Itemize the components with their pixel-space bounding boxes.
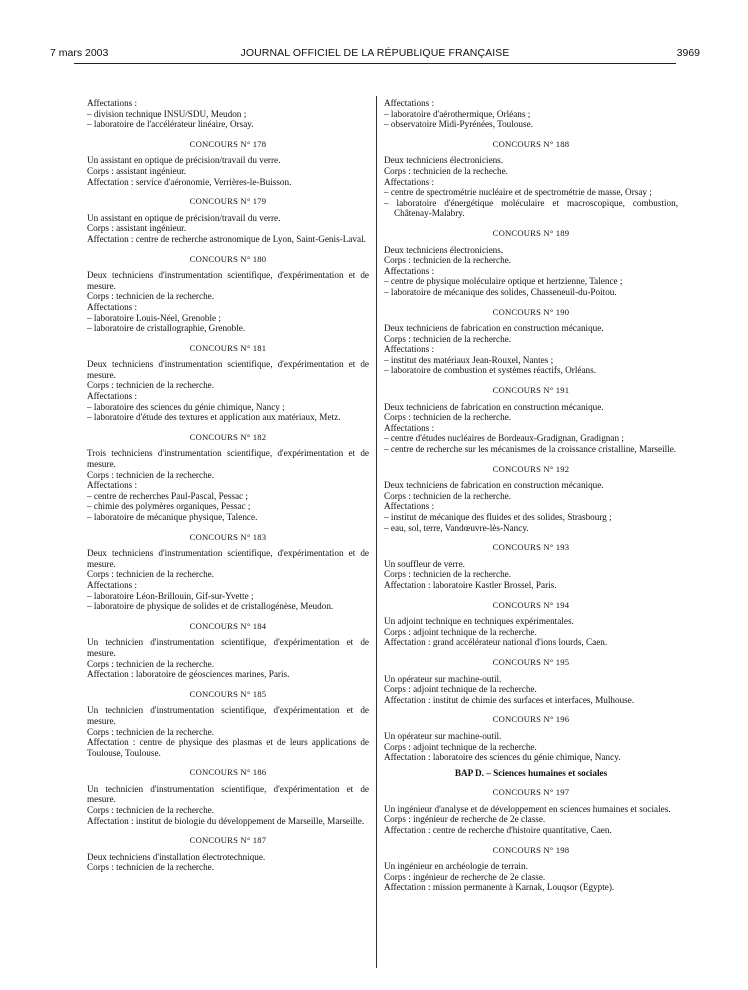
header-title: JOURNAL OFFICIEL DE LA RÉPUBLIQUE FRANÇAISE <box>240 47 510 59</box>
text-line: Affectations : <box>87 98 138 108</box>
text-line: Affectations : <box>87 391 138 402</box>
text-line: Un assistant en optique de précision/travail du verre. <box>87 155 281 166</box>
concours-block <box>384 307 678 377</box>
concours-heading: CONCOURS N° 181 <box>189 342 267 353</box>
concours-heading: CONCOURS N° 197 <box>492 787 570 798</box>
text-line: Deux techniciens d'instrumentation scientifique, d'expérimentation et de mesure. <box>87 548 369 569</box>
concours-heading: CONCOURS N° 178 <box>189 138 267 149</box>
text-line: Corps : technicien de la recherche. <box>384 412 512 423</box>
assignment-item: – laboratoire de mécanique physique, Talence. <box>87 512 258 522</box>
text-line: Affectation : institut de biologie du développement de Marseille, Marseille. <box>87 815 365 826</box>
concours-heading: CONCOURS N° 187 <box>189 835 267 846</box>
header-rule <box>74 63 676 64</box>
concours-heading: CONCOURS N° 193 <box>492 542 570 553</box>
assignment-item: – institut de mécanique des fluides et des solides, Strasbourg ; <box>384 512 612 522</box>
concours-block <box>87 254 369 334</box>
assignment-item: – centre de recherches Paul-Pascal, Pessac ; <box>87 490 248 501</box>
left-column <box>87 98 369 873</box>
text-line: Corps : technicien de la recherche. <box>87 658 215 669</box>
text-line: Un opérateur sur machine-outil. <box>384 730 502 741</box>
text-line: Affectation : laboratoire des sciences du génie chimique, Nancy. <box>384 752 621 763</box>
concours-block <box>87 835 369 873</box>
concours-block <box>384 385 678 455</box>
concours-block <box>384 600 678 648</box>
assignment-item: – laboratoire d'énergétique moléculaire et macroscopique, combustion, Châtenay-Malabry. <box>384 197 678 219</box>
text-line: Affectations : <box>384 501 435 512</box>
text-line: Un assistant en optique de précision/travail du verre. <box>87 212 281 223</box>
assignment-item: – laboratoire de l'accélérateur linéaire, Orsay. <box>87 119 254 130</box>
concours-heading: CONCOURS N° 184 <box>189 620 267 631</box>
concours-heading: CONCOURS N° 183 <box>189 531 267 542</box>
header-page-number: 3969 <box>676 47 700 59</box>
text-line: Un opérateur sur machine-outil. <box>384 673 502 684</box>
concours-heading: CONCOURS N° 196 <box>492 714 570 725</box>
text-line: Corps : assistant ingénieur. <box>87 223 187 234</box>
text-line: Deux techniciens électroniciens. <box>384 155 504 166</box>
text-line: Deux techniciens de fabrication en construction mécanique. <box>384 401 604 412</box>
text-line: Affectations : <box>384 176 435 187</box>
concours-block <box>87 196 369 244</box>
text-line: Affectation : laboratoire de géosciences marines, Paris. <box>87 669 290 680</box>
assignment-item: – observatoire Midi-Pyrénées, Toulouse. <box>384 119 533 130</box>
text-line: Affectation : grand accélérateur national d'ions lourds, Caen. <box>384 637 608 648</box>
concours-heading: CONCOURS N° 182 <box>189 431 267 442</box>
concours-block <box>384 139 678 219</box>
text-line: Corps : technicien de la recherche. <box>87 469 215 480</box>
assignment-item: – laboratoire de combustion et systèmes réactifs, Orléans. <box>384 365 597 376</box>
section-heading: BAP D. – Sciences humaines et sociales <box>454 767 608 778</box>
text-line: Corps : adjoint technique de la recherche. <box>384 626 537 637</box>
text-line: Affectation : centre de physique des plasmas et de leurs applications de Toulouse, Toulouse. <box>87 737 369 758</box>
assignment-item: – laboratoire de mécanique des solides, Chasseneuil-du-Poitou. <box>384 286 617 297</box>
concours-block <box>87 432 369 523</box>
text-line: Un technicien d'instrumentation scientifique, d'expérimentation et de mesure. <box>87 705 369 726</box>
text-line: Corps : technicien de la recherche. <box>87 862 215 873</box>
text-line: Un technicien d'instrumentation scientifique, d'expérimentation et de mesure. <box>87 783 369 805</box>
text-line: Corps : adjoint technique de la recherche. <box>384 684 537 695</box>
assignment-item: – division technique INSU/SDU, Meudon ; <box>87 108 247 119</box>
text-line: Corps : technicien de la recherche. <box>384 490 512 501</box>
concours-heading: CONCOURS N° 198 <box>492 844 570 855</box>
assignment-item: – laboratoire Louis-Néel, Grenoble ; <box>87 312 221 323</box>
concours-block <box>87 532 369 612</box>
text-line: Affectation : service d'aéronomie, Verrières-le-Buisson. <box>87 176 292 187</box>
text-line: Affectations : <box>384 265 435 276</box>
text-line: Corps : technicien de la recherche. <box>384 569 512 580</box>
concours-heading: CONCOURS N° 192 <box>492 463 570 474</box>
text-line: Corps : adjoint technique de la recherche. <box>384 741 537 752</box>
concours-block <box>384 657 678 705</box>
text-line: Affectations : <box>384 98 435 108</box>
concours-heading: CONCOURS N° 190 <box>492 306 570 317</box>
assignment-item: – laboratoire Léon-Brillouin, Gif-sur-Yvette ; <box>87 590 254 601</box>
concours-block <box>384 845 678 893</box>
text-line: Deux techniciens d'instrumentation scientifique, d'expérimentation et de mesure. <box>87 270 369 291</box>
assignment-item: – centre de recherche sur les mécanismes de la croissance cristalline, Marseille. <box>384 444 677 455</box>
text-line: Corps : technicien de la recherche. <box>87 569 215 580</box>
text-line: Un technicien d'instrumentation scientifique, d'expérimentation et de mesure. <box>87 637 369 658</box>
assignment-item: – laboratoire d'étude des textures et application aux matériaux, Metz. <box>87 412 341 423</box>
text-line: Affectations : <box>87 301 138 312</box>
text-line: Deux techniciens d'instrumentation scientifique, d'expérimentation et de mesure. <box>87 359 369 380</box>
text-line: Deux techniciens électroniciens. <box>384 244 504 255</box>
assignment-item: – centre d'études nucléaires de Bordeaux-Gradignan, Gradignan ; <box>384 433 624 444</box>
text-line: Corps : assistant ingénieur. <box>87 165 187 176</box>
column-divider <box>376 96 377 968</box>
assignment-item: – laboratoire de physique de solides et de cristallogénèse, Meudon. <box>87 601 334 612</box>
concours-block <box>384 714 678 762</box>
concours-block <box>384 228 678 298</box>
concours-block <box>87 689 369 759</box>
assignment-item: – centre de spectrométrie nucléaire et de spectrométrie de masse, Orsay ; <box>384 187 652 198</box>
assignment-item: – laboratoire de cristallographie, Grenoble. <box>87 323 246 334</box>
text-line: Corps : technicien de la recherche. <box>384 255 512 266</box>
concours-heading: CONCOURS N° 188 <box>492 138 570 149</box>
text-line: Un souffleur de verre. <box>384 558 465 569</box>
concours-block <box>87 767 369 826</box>
concours-heading: CONCOURS N° 180 <box>189 253 267 264</box>
text-line: Trois techniciens d'instrumentation scientifique, d'expérimentation et de mesure. <box>87 448 369 470</box>
text-line: Affectation : centre de recherche astronomique de Lyon, Saint-Genis-Laval. <box>87 233 366 244</box>
text-line: Corps : technicien de la recherche. <box>87 291 215 302</box>
text-line: Affectation : institut de chimie des surfaces et interfaces, Mulhouse. <box>384 694 635 705</box>
concours-block <box>384 98 678 130</box>
concours-heading: CONCOURS N° 186 <box>189 767 267 778</box>
concours-block <box>384 768 678 836</box>
text-line: Corps : technicien de la recherche. <box>87 726 215 737</box>
assignment-item: – chimie des polymères organiques, Pessac ; <box>87 501 251 512</box>
page-header <box>50 47 700 63</box>
concours-heading: CONCOURS N° 194 <box>492 599 570 610</box>
concours-heading: CONCOURS N° 191 <box>492 385 570 396</box>
concours-heading: CONCOURS N° 195 <box>492 656 570 667</box>
text-line: Affectations : <box>384 344 435 355</box>
concours-block <box>87 139 369 187</box>
assignment-item: – institut des matériaux Jean-Rouxel, Nantes ; <box>384 354 554 365</box>
text-line: Deux techniciens de fabrication en construction mécanique. <box>384 323 604 334</box>
assignment-item: – laboratoire d'aérothermique, Orléans ; <box>384 108 531 119</box>
text-line: Un ingénieur d'analyse et de développement en sciences humaines et sociales. <box>384 803 671 814</box>
text-line: Corps : technicien de la recherche. <box>87 380 215 391</box>
text-line: Deux techniciens d'installation électrotechnique. <box>87 851 266 862</box>
text-line: Affectations : <box>87 579 138 590</box>
text-line: Affectation : mission permanente à Karnak, Louqsor (Egypte). <box>384 882 615 893</box>
assignment-item: – laboratoire des sciences du génie chimique, Nancy ; <box>87 401 285 412</box>
right-column <box>384 98 678 893</box>
concours-heading: CONCOURS N° 179 <box>189 196 267 207</box>
concours-heading: CONCOURS N° 189 <box>492 227 570 238</box>
text-line: Affectation : laboratoire Kastler Brossel, Paris. <box>384 579 557 590</box>
text-line: Corps : technicien de la recherche. <box>87 805 215 816</box>
text-line: Un ingénieur en archéologie de terrain. <box>384 861 528 872</box>
assignment-item: – centre de physique moléculaire optique et hertzienne, Talence ; <box>384 276 623 287</box>
assignment-item: – eau, sol, terre, Vandœuvre-lès-Nancy. <box>384 522 529 533</box>
header-date: 7 mars 2003 <box>50 47 109 59</box>
concours-block <box>384 464 678 534</box>
text-line: Deux techniciens de fabrication en construction mécanique. <box>384 480 604 491</box>
text-line: Affectation : centre de recherche d'histoire quantitative, Caen. <box>384 825 612 836</box>
text-line: Corps : technicien de la recherche. <box>384 333 512 344</box>
concours-block <box>87 343 369 423</box>
text-line: Corps : technicien de la recheche. <box>384 165 508 176</box>
concours-heading: CONCOURS N° 185 <box>189 688 267 699</box>
text-line: Un adjoint technique en techniques expérimentales. <box>384 616 574 627</box>
concours-block <box>87 621 369 680</box>
concours-block <box>87 98 369 130</box>
text-line: Corps : ingénieur de recherche de 2e classe. <box>384 871 546 882</box>
text-line: Affectations : <box>384 422 435 433</box>
text-line: Affectations : <box>87 480 138 491</box>
concours-block <box>384 542 678 590</box>
text-line: Corps : ingénieur de recherche de 2e classe. <box>384 814 546 825</box>
